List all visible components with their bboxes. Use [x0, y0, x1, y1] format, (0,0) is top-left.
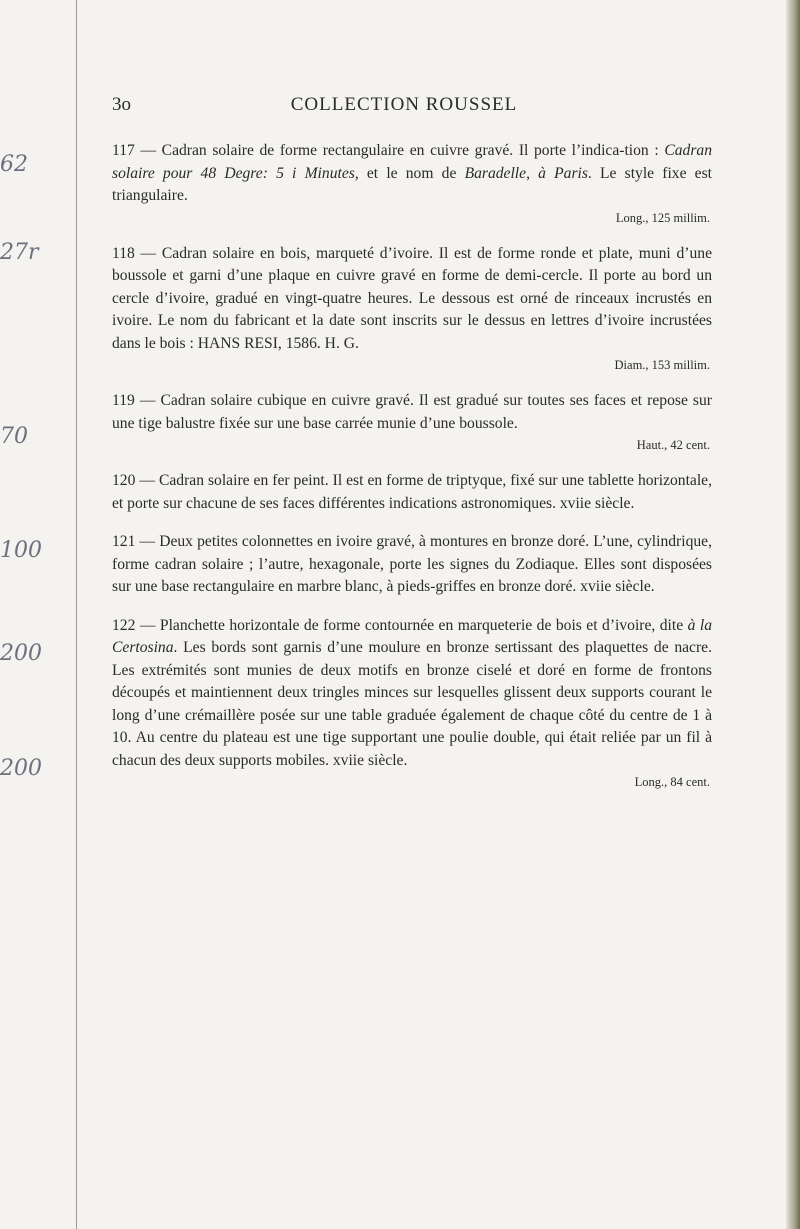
- catalogue-entries: [112, 140, 712, 807]
- catalogue-entry: [112, 531, 712, 599]
- page-header: [112, 94, 696, 122]
- margin-note: 100: [0, 538, 42, 563]
- entry-number: 120: [112, 472, 136, 489]
- margin-note: 200: [0, 756, 42, 781]
- margin-note: 200: [0, 641, 42, 666]
- entry-text: 119 — Cadran solaire cubique en cuivre gravé. Il est gradué sur toutes ses faces et repose sur une tige balustre fixée sur une base carrée munie d’une boussole.: [112, 392, 712, 432]
- entry-text: 120 — Cadran solaire en fer peint. Il est en forme de triptyque, fixé sur une tablette horizontale, et porte sur chacune de ses faces différentes indications astronomiques. xviie siècle.: [112, 472, 712, 512]
- running-title: COLLECTION ROUSSEL: [290, 94, 518, 115]
- entry-number: 117: [112, 142, 135, 159]
- margin-note: 27r: [0, 240, 39, 265]
- entry-dimensions: Diam., 153 millim.: [614, 358, 710, 372]
- catalogue-entry: [112, 390, 712, 454]
- entry-dimensions: Haut., 42 cent.: [636, 438, 710, 452]
- entry-number: 118: [112, 244, 135, 262]
- page-number: 3o: [112, 94, 131, 115]
- catalogue-entry: [112, 615, 712, 792]
- entry-dimensions: Long., 125 millim.: [615, 210, 710, 225]
- entry-number: 121: [112, 533, 136, 550]
- catalogue-entry: [112, 243, 712, 375]
- margin-note: 62: [0, 152, 28, 177]
- catalogue-entry: [112, 470, 712, 515]
- entry-text: 118 — Cadran solaire en bois, marqueté d’ivoire. Il est de forme ronde et plate, muni d’une boussole et garni d’une plaque en cuivre gravé en forme de demi-cercle. Il porte au bord un cercle d’ivoire, gradué en vingt-quatre heures. Le dessous est orné de rinceaux incrustés en ivoire. Le nom du fabricant et la date sont inscrits sur le dessus en lettres d’ivoire incrustées dans le bois : HANS RESI, 1586. H. G.: [112, 244, 712, 352]
- entry-number: 119: [112, 392, 135, 409]
- page-edge: [786, 0, 800, 1229]
- entry-number: 122: [112, 616, 136, 634]
- margin-note: 70: [0, 424, 28, 449]
- entry-text: 117 — Cadran solaire de forme rectangulaire en cuivre gravé. Il porte l’indica-tion : Cadran solaire pour 48 Degre: 5 i Minutes, et le nom de Baradelle, à Paris. Le style fixe est triangulaire.: [112, 142, 712, 204]
- entry-dimensions: Long., 84 cent.: [634, 775, 710, 789]
- catalogue-entry: [112, 140, 712, 227]
- entry-text: 121 — Deux petites colonnettes en ivoire gravé, à montures en bronze doré. L’une, cylindrique, forme cadran solaire ; l’autre, hexagonale, porte les signes du Zodiaque. Elles sont disposées sur une base rectangulaire en marbre blanc, à pieds-griffes en bronze doré. xviie siècle.: [112, 533, 712, 595]
- entry-text: 122 — Planchette horizontale de forme contournée en marqueterie de bois et d’ivoire, dite à la Certosina. Les bords sont garnis d’une moulure en bronze sertissant des plaquettes de nacre. Les extrémités sont munies de deux motifs en bronze ciselé et doré en forme de frontons découpés et maintiennent deux tringles minces sur lesquelles glissent deux supports courant le long d’une crémaillère posée sur une table graduée également de chaque côté du centre de 1 à 10. Au centre du plateau est une tige supportant une poulie double, qui était reliée par un fil à chacun des deux supports mobiles. xviie siècle.: [112, 616, 713, 769]
- margin-rule: [76, 0, 77, 1229]
